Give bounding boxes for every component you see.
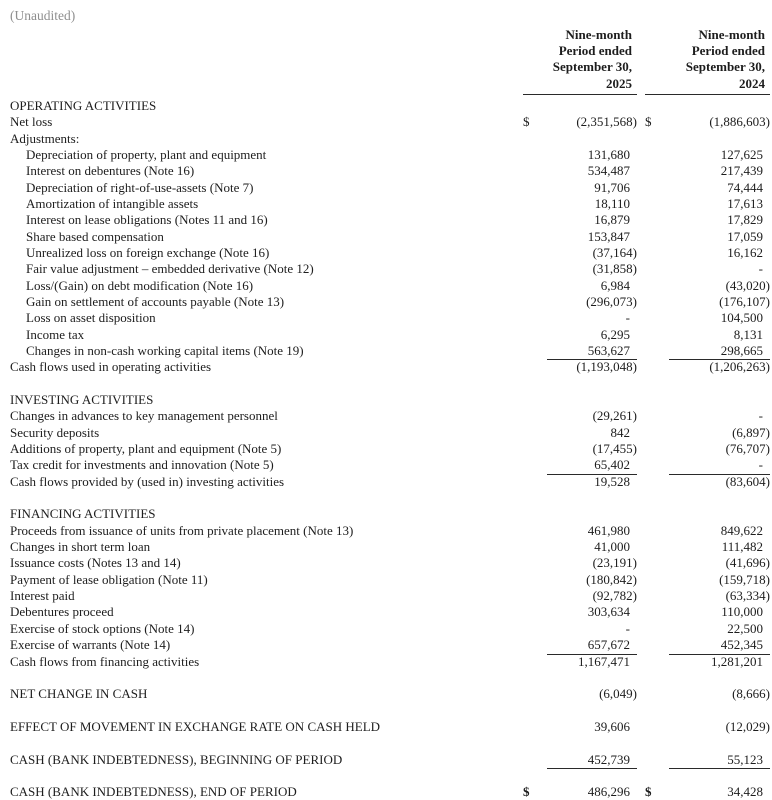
header-line: 2024 [739,75,765,91]
currency-symbol [523,131,547,147]
currency-symbol [523,425,547,441]
currency-symbol [523,457,547,474]
spacer-row [10,703,770,719]
amount-value: 17,059 [727,228,763,244]
amount-value: (31,858) [592,261,637,277]
column-gap [637,784,645,800]
currency-symbol [645,261,669,277]
currency-symbol [523,327,547,343]
spacer-row [10,735,770,751]
currency-symbol [523,359,547,375]
amount-value: 91,706 [594,179,630,195]
amount-value: (296,073) [586,293,637,309]
currency-symbol: $ [523,784,530,800]
statement-row [10,327,770,343]
column-gap [637,278,645,294]
statement-row [10,637,770,653]
statement-row [10,555,770,571]
amount-value: (1,206,263) [709,359,770,375]
currency-symbol [523,180,547,196]
amount-value: (76,707) [725,441,770,457]
currency-symbol [645,539,669,555]
column-gap [637,604,645,620]
row-label: CASH (BANK INDEBTEDNESS), BEGINNING OF PERIOD [10,751,343,767]
amount-value: (29,261) [592,408,637,424]
amount-value: 34,428 [669,784,770,800]
currency-symbol [645,180,669,196]
currency-symbol [645,147,669,163]
row-label: Unrealized loss on foreign exchange (Note 16) [26,244,270,260]
row-label: Exercise of stock options (Note 14) [10,620,195,636]
spacer-row [10,768,770,784]
currency-symbol [645,604,669,620]
statement-row [10,752,770,768]
column-gap [637,588,645,604]
section-heading-row [10,506,770,522]
column-gap [637,229,645,245]
header-line: 2025 [606,75,632,91]
currency-symbol [645,474,669,490]
column-gap [637,98,645,114]
amount-value: (43,020) [725,277,770,293]
currency-symbol [645,441,669,457]
row-label: FINANCING ACTIVITIES [10,506,156,522]
amount-value: 39,606 [594,718,630,734]
currency-symbol [523,163,547,179]
amount-value: 55,123 [669,752,770,769]
column-gap [637,474,645,490]
row-label: Share based compensation [26,228,164,244]
spacer-row [10,490,770,506]
currency-symbol [523,686,547,702]
statement-row [10,180,770,196]
currency-symbol [523,343,547,360]
amount-value: 6,984 [600,277,630,293]
column-gap [637,637,645,654]
amount-value: 842 [610,424,630,440]
currency-symbol [645,408,669,424]
currency-symbol [645,506,669,522]
currency-symbol [645,163,669,179]
amount-value [669,392,770,408]
currency-symbol [645,131,669,147]
column-gap [637,180,645,196]
amount-value: 16,879 [594,212,630,228]
column-gap [637,392,645,408]
row-label: Issuance costs (Notes 13 and 14) [10,555,181,571]
amount-value: - [669,457,770,474]
currency-symbol: $ [523,114,530,130]
amount-value: (12,029) [725,718,770,734]
statement-row [10,572,770,588]
amount-value [547,392,637,408]
amount-value: (1,193,048) [576,359,637,375]
column-gap [637,114,645,130]
currency-symbol [523,752,547,769]
column-gap [637,506,645,522]
column-header-2025 [523,27,637,95]
currency-symbol [523,621,547,637]
row-label: Interest paid [10,588,75,604]
row-label: Net loss [10,114,53,130]
column-gap [637,539,645,555]
currency-symbol [523,229,547,245]
column-gap [637,131,645,147]
statement-row [10,654,770,670]
amount-value: (159,718) [719,571,770,587]
column-gap [637,441,645,457]
currency-symbol [645,392,669,408]
row-label: Cash flows used in operating activities [10,359,212,375]
row-label: Adjustments: [10,130,80,146]
statement-row [10,539,770,555]
currency-symbol [523,278,547,294]
currency-symbol [523,147,547,163]
amount-value: 298,665 [669,343,770,360]
amount-value [547,131,637,147]
amount-value: (23,191) [592,555,637,571]
currency-symbol [645,588,669,604]
column-gap [637,408,645,424]
currency-symbol [645,425,669,441]
statement-row [10,147,770,163]
column-gap [637,343,645,360]
currency-symbol [645,245,669,261]
currency-symbol [523,572,547,588]
row-label: NET CHANGE IN CASH [10,686,148,702]
amount-value: 6,295 [600,326,630,342]
amount-value: 486,296 [547,784,637,800]
amount-value: (176,107) [719,293,770,309]
column-gap [637,163,645,179]
header-line: Nine-month [565,27,632,42]
row-label: EFFECT OF MOVEMENT IN EXCHANGE RATE ON CASH HELD [10,718,381,734]
currency-symbol [645,294,669,310]
amount-value: 110,000 [721,604,763,620]
row-label: OPERATING ACTIVITIES [10,97,157,113]
amount-value: 65,402 [547,457,637,474]
currency-symbol [645,621,669,637]
column-gap [637,327,645,343]
statement-row [10,261,770,277]
currency-symbol [523,261,547,277]
amount-value: 17,829 [727,212,763,228]
amount-value: 452,739 [547,752,637,769]
column-gap [637,523,645,539]
row-label: Cash flows provided by (used in) investing activities [10,473,285,489]
statement-row [10,686,770,702]
row-label: Gain on settlement of accounts payable (Note 13) [26,293,285,309]
statement-row [10,719,770,735]
amount-value: (2,351,568) [576,114,637,130]
amount-value: (37,164) [592,244,637,260]
statement-row [10,131,770,147]
currency-symbol [645,327,669,343]
row-label: Changes in advances to key management personnel [10,408,278,424]
currency-symbol [523,637,547,654]
header-line: September 30, [552,59,632,75]
statement-row [10,245,770,261]
currency-symbol [523,506,547,522]
statement-row [10,196,770,212]
column-gap [637,359,645,375]
column-gap [637,196,645,212]
currency-symbol [523,719,547,735]
row-label: Debentures proceed [10,604,114,620]
statement-row [10,784,770,800]
statement-row [10,114,770,130]
amount-value: 131,680 [587,146,630,162]
row-label: Interest on debentures (Note 16) [26,163,195,179]
statement-row [10,359,770,375]
currency-symbol [523,523,547,539]
row-label: Interest on lease obligations (Notes 11 and 16) [26,212,268,228]
amount-value: 18,110 [594,195,630,211]
row-label: Amortization of intangible assets [26,195,199,211]
column-gap [637,261,645,277]
amount-value [669,506,770,522]
statement-row [10,474,770,490]
currency-symbol [645,637,669,654]
column-gap [637,719,645,735]
currency-symbol [523,294,547,310]
currency-symbol [645,359,669,375]
amount-value [669,98,770,114]
currency-symbol [645,686,669,702]
spacer-row [10,376,770,392]
amount-value: - [625,620,630,636]
column-gap [637,310,645,326]
column-gap [637,555,645,571]
currency-symbol [523,392,547,408]
column-gap [637,572,645,588]
row-label: CASH (BANK INDEBTEDNESS), END OF PERIOD [10,784,297,800]
row-label: Fair value adjustment – embedded derivative (Note 12) [26,261,314,277]
currency-symbol [645,196,669,212]
statement-row [10,343,770,359]
header-line: Period ended [691,43,765,59]
amount-value [669,131,770,147]
amount-value: 8,131 [733,326,763,342]
amount-value: 16,162 [727,244,763,260]
column-gap [637,654,645,670]
statement-row [10,163,770,179]
column-gap [637,752,645,769]
amount-value: 41,000 [594,539,630,555]
currency-symbol [645,654,669,670]
currency-symbol [645,555,669,571]
column-gap [637,686,645,702]
amount-value: (17,455) [592,441,637,457]
row-label: INVESTING ACTIVITIES [10,392,154,407]
statement-row [10,294,770,310]
amount-value: 849,622 [720,522,763,538]
row-label: Additions of property, plant and equipment (Note 5) [10,441,282,457]
row-label: Proceeds from issuance of units from private placement (Note 13) [10,522,354,538]
amount-value: 303,634 [587,604,630,620]
spacer-row [10,670,770,686]
row-label: Cash flows from financing activities [10,653,200,669]
statement-row [10,588,770,604]
amount-value: 657,672 [547,637,637,654]
currency-symbol: $ [645,114,652,130]
amount-value: (83,604) [725,473,770,489]
currency-symbol [645,523,669,539]
currency-symbol [523,196,547,212]
amount-value: (8,666) [732,686,770,702]
header-line: Period ended [558,43,632,59]
currency-symbol [523,408,547,424]
header-line: September 30, [685,59,765,75]
statement-row [10,621,770,637]
amount-value: (92,782) [592,588,637,604]
row-label: Depreciation of property, plant and equipment [26,146,267,162]
row-label: Exercise of warrants (Note 14) [10,637,171,653]
currency-symbol [645,343,669,360]
currency-symbol [645,310,669,326]
column-gap [637,621,645,637]
row-label: Changes in non-cash working capital items (Note 19) [26,342,304,358]
column-gap [637,147,645,163]
currency-symbol [645,572,669,588]
column-gap [637,425,645,441]
currency-symbol: $ [645,784,652,800]
currency-symbol [645,229,669,245]
amount-value: 104,500 [720,310,763,326]
currency-symbol [523,539,547,555]
currency-symbol [523,588,547,604]
column-gap [637,245,645,261]
statement-row [10,212,770,228]
statement-row [10,408,770,424]
amount-value: 19,528 [594,473,630,489]
currency-symbol [523,245,547,261]
amount-value: 452,345 [669,637,770,654]
statement-row [10,229,770,245]
section-heading-row [10,98,770,114]
amount-value: (63,334) [725,588,770,604]
amount-value: 1,281,201 [711,653,763,669]
statement-row [10,278,770,294]
amount-value: 217,439 [720,163,763,179]
row-label: Payment of lease obligation (Note 11) [10,571,208,587]
amount-value: (1,886,603) [709,114,770,130]
currency-symbol [523,441,547,457]
amount-value: 1,167,471 [578,653,630,669]
amount-value: 153,847 [587,228,630,244]
amount-value: 563,627 [547,343,637,360]
amount-value: 17,613 [727,195,763,211]
amount-value: 461,980 [587,522,630,538]
amount-value: 111,482 [721,539,763,555]
row-label: Tax credit for investments and innovation (Note 5) [10,457,274,473]
column-header-2024 [645,27,770,95]
header-line: Nine-month [698,27,765,42]
statement-row [10,457,770,473]
row-label: Changes in short term loan [10,539,151,555]
amount-value [547,98,637,114]
amount-value: (180,842) [586,571,637,587]
currency-symbol [523,604,547,620]
currency-symbol [645,457,669,474]
amount-value: - [758,408,763,424]
amount-value: (6,049) [599,686,637,702]
row-label: Loss on asset disposition [26,310,156,326]
amount-value: - [758,261,763,277]
currency-symbol [645,98,669,114]
currency-symbol [523,474,547,490]
table-header [10,27,770,95]
row-label: Loss/(Gain) on debt modification (Note 16) [26,277,254,293]
currency-symbol [645,752,669,769]
currency-symbol [645,719,669,735]
currency-symbol [645,212,669,228]
statement-row [10,425,770,441]
section-heading-row [10,392,770,408]
amount-value: (6,897) [732,424,770,440]
amount-value [547,506,637,522]
row-label: Security deposits [10,424,100,440]
amount-value: - [625,310,630,326]
currency-symbol [523,654,547,670]
amount-value: (41,696) [725,555,770,571]
column-gap [637,294,645,310]
row-label: Income tax [26,326,85,342]
statement-row [10,604,770,620]
currency-symbol [523,555,547,571]
amount-value: 127,625 [720,146,763,162]
statement-row [10,523,770,539]
unaudited-label: (Unaudited) [10,8,76,23]
column-gap [637,212,645,228]
amount-value: 22,500 [727,620,763,636]
currency-symbol [523,98,547,114]
currency-symbol [523,310,547,326]
currency-symbol [523,212,547,228]
statement-row [10,310,770,326]
row-label: Depreciation of right-of-use-assets (Note 7) [26,179,254,195]
amount-value: 534,487 [587,163,630,179]
column-gap [637,457,645,474]
statement-row [10,441,770,457]
statement-table [10,98,770,800]
amount-value: 74,444 [727,179,763,195]
currency-symbol [645,278,669,294]
